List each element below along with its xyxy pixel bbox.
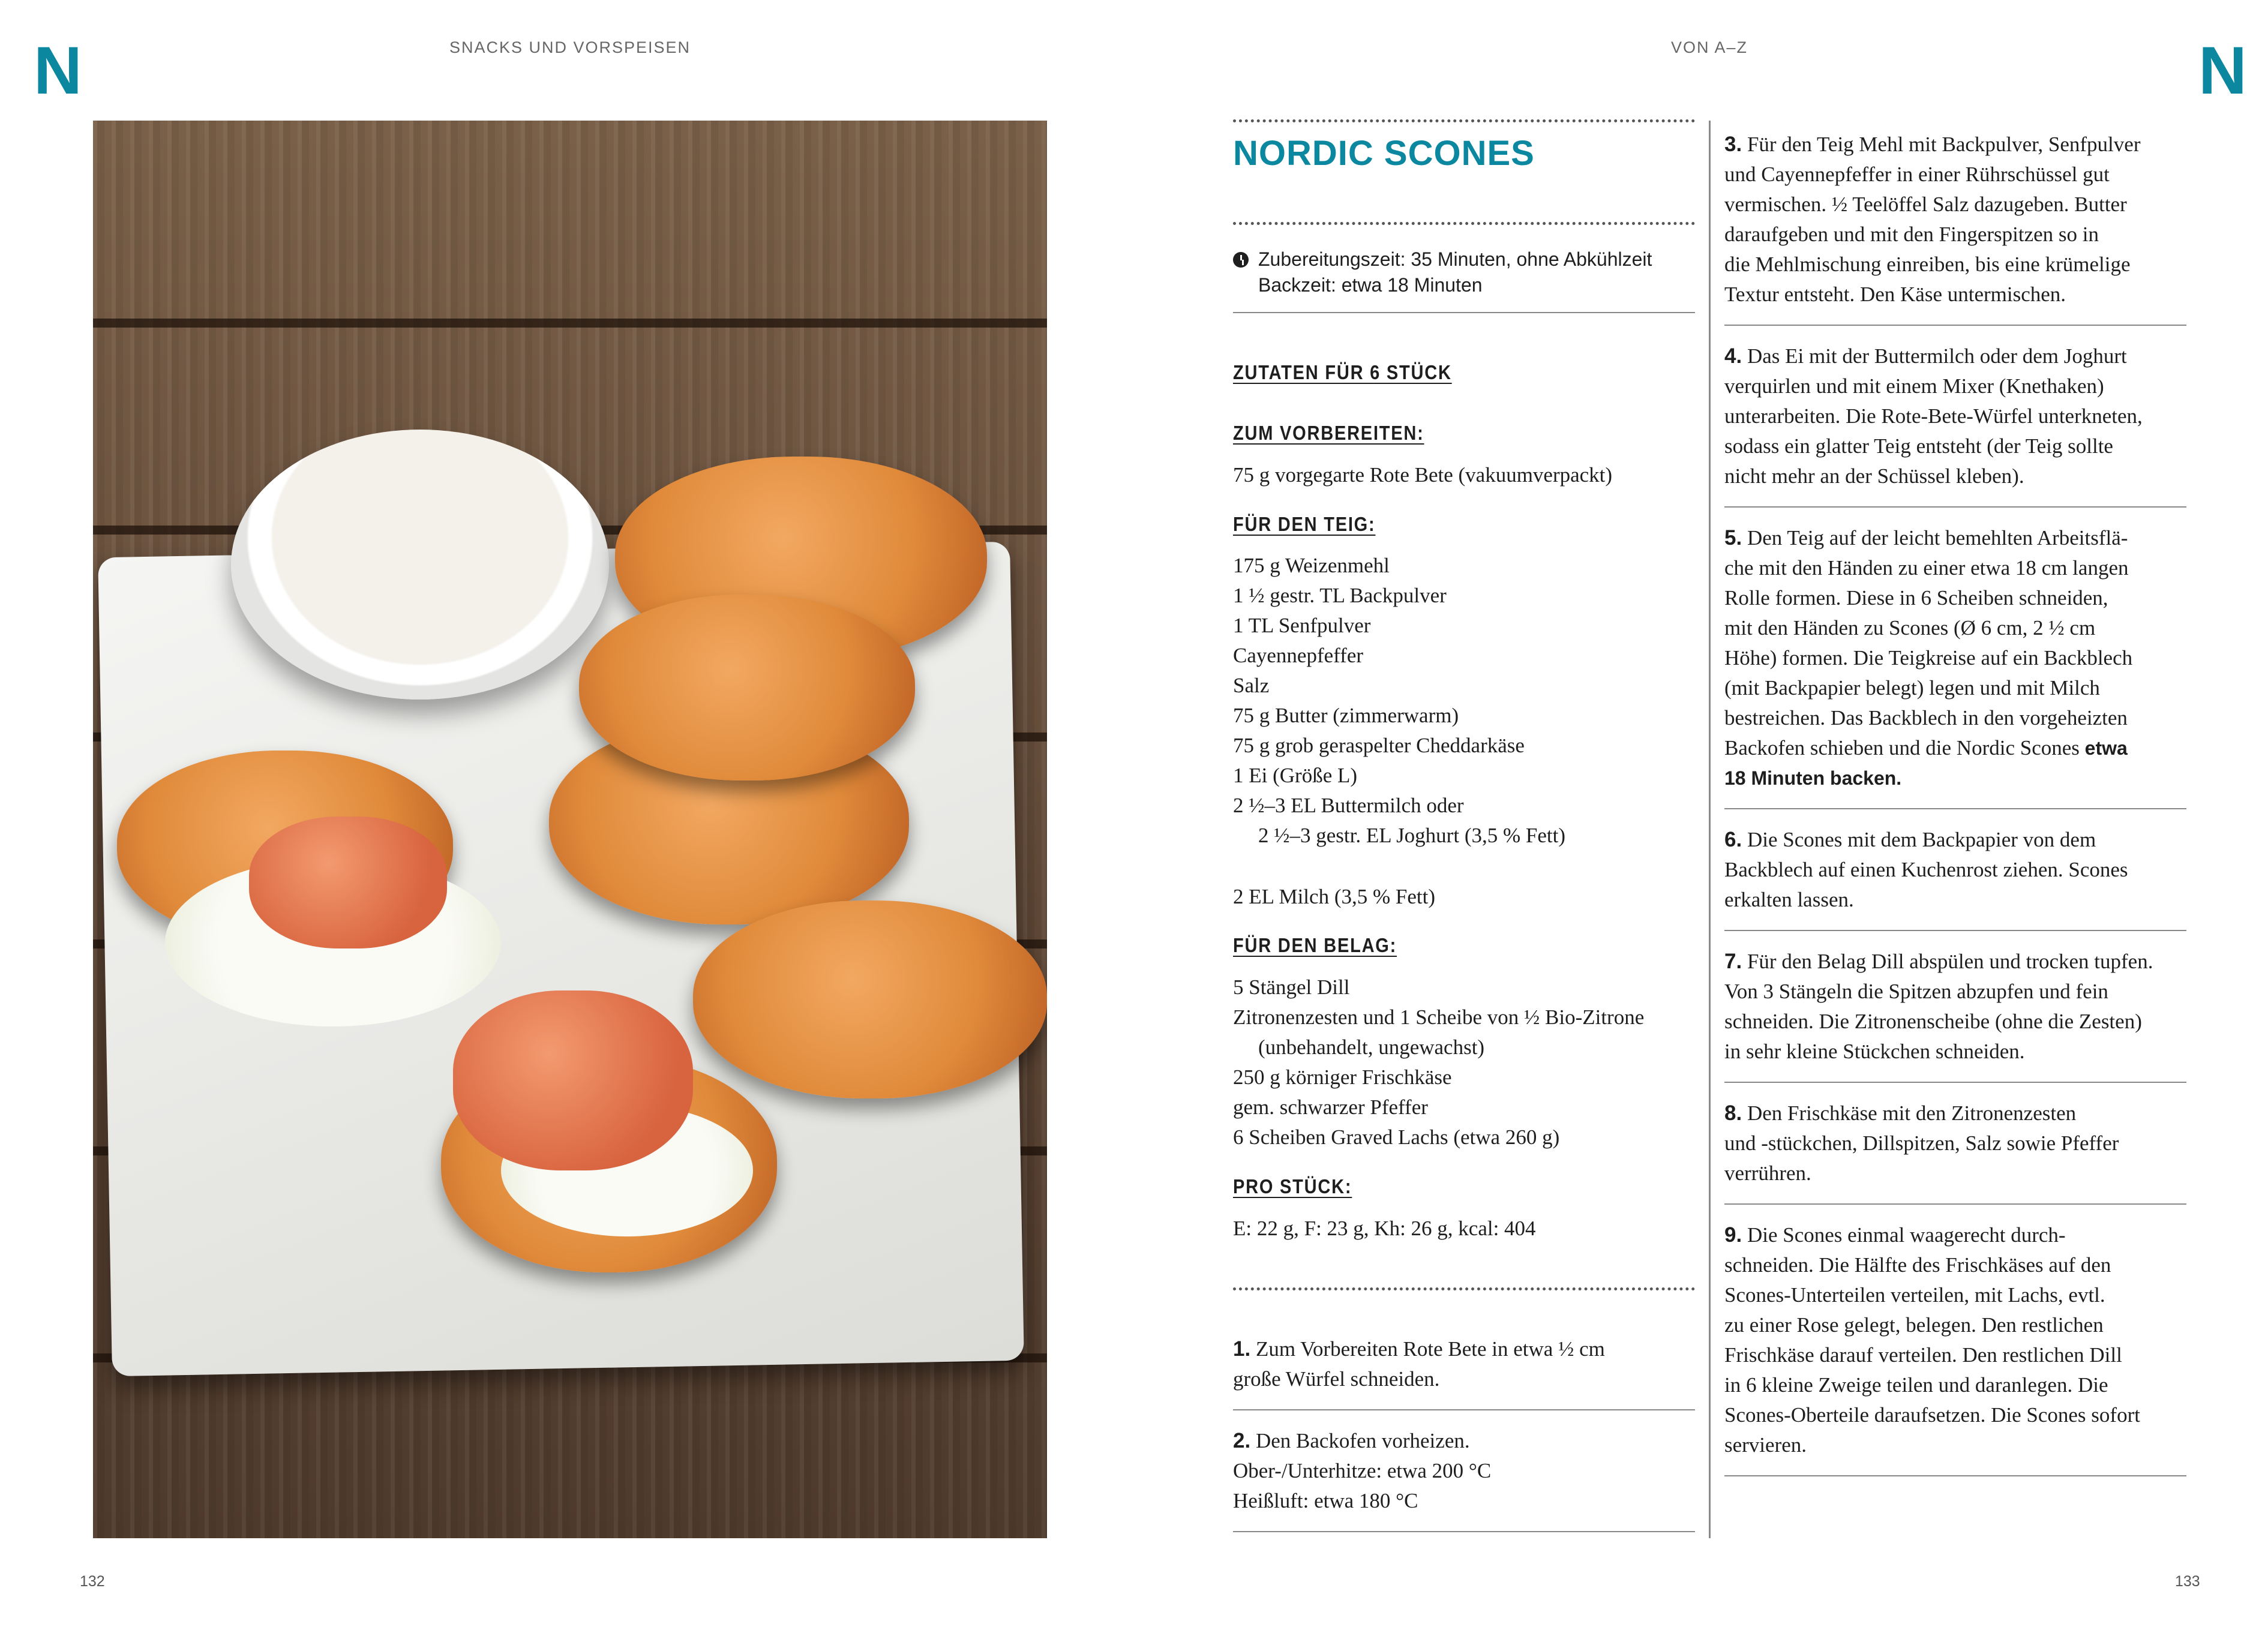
step-line-text: Textur entsteht. Den Käse untermischen. xyxy=(1724,283,2066,306)
step-line-text: Scones-Oberteile daraufsetzen. Die Scones sofort xyxy=(1724,1403,2140,1427)
step-line-text: nicht mehr an der Schüssel kleben). xyxy=(1724,464,2024,488)
step-line xyxy=(1233,1426,1695,1456)
step-text xyxy=(1724,825,2186,915)
step-line-text: erkalten lassen. xyxy=(1724,888,1854,911)
step-line-text: Den Frischkäse mit den Zitronenzesten xyxy=(1742,1101,2077,1125)
ingredient: gem. schwarzer Pfeffer xyxy=(1233,1095,1428,1119)
page-number-right: 133 xyxy=(2175,1573,2200,1590)
ingredient: 75 g grob geraspelter Cheddarkäse xyxy=(1233,734,1525,757)
step-line-text: daraufgeben und mit den Fingerspitzen so in xyxy=(1724,223,2099,246)
divider xyxy=(1233,312,1695,313)
step-text xyxy=(1724,341,2186,491)
step-line-text: sodass ein glatter Teig entsteht (der Teig sollte xyxy=(1724,434,2113,458)
dough-heading: FÜR DEN TEIG: xyxy=(1233,513,1376,535)
step-text xyxy=(1233,1426,1695,1516)
step-line xyxy=(1724,977,2186,1007)
step-line-text: und -stückchen, Dillspitzen, Salz sowie Pfeffer xyxy=(1724,1131,2119,1155)
step-line xyxy=(1724,855,2186,885)
cheese-bowl xyxy=(231,430,609,700)
dough-ingredients xyxy=(1233,551,1695,851)
step-line xyxy=(1724,825,2186,855)
step-line xyxy=(1724,431,2186,461)
ingredient: Zitronenzesten und 1 Scheibe von ½ Bio-Zitrone xyxy=(1233,1005,1645,1029)
step-line-text: Für den Belag Dill abspülen und trocken tupfen. xyxy=(1742,950,2153,973)
step-bold-text: 18 Minuten backen. xyxy=(1724,767,1902,789)
step-line xyxy=(1724,523,2186,553)
divider xyxy=(1233,222,1695,225)
step-text xyxy=(1724,130,2186,310)
step-line-text: servieren. xyxy=(1724,1433,1807,1457)
step-line xyxy=(1233,1334,1695,1364)
step-line-text: Frischkäse darauf verteilen. Den restlichen Dill xyxy=(1724,1343,2122,1367)
step-line xyxy=(1724,1220,2186,1250)
step-line xyxy=(1724,280,2186,310)
step xyxy=(1724,1083,2186,1205)
ingredient: Salz xyxy=(1233,674,1270,697)
step-line xyxy=(1724,947,2186,977)
step-line xyxy=(1724,885,2186,915)
ingredient: 1 TL Senfpulver xyxy=(1233,614,1371,637)
nutrition-heading: PRO STÜCK: xyxy=(1233,1175,1352,1197)
step-line-text: verrühren. xyxy=(1724,1161,1811,1185)
topping-ingredients xyxy=(1233,972,1695,1152)
step-number: 3. xyxy=(1724,133,1742,156)
ingredient: 250 g körniger Frischkäse xyxy=(1233,1065,1452,1089)
recipe-photo xyxy=(93,121,1047,1538)
nutrition-values: E: 22 g, F: 23 g, Kh: 26 g, kcal: 404 xyxy=(1233,1217,1536,1240)
step xyxy=(1724,326,2186,508)
step-line xyxy=(1724,190,2186,220)
ingredient: 175 g Weizenmehl xyxy=(1233,554,1390,577)
step-line xyxy=(1724,1158,2186,1188)
step-line xyxy=(1724,1128,2186,1158)
step-line xyxy=(1724,220,2186,250)
step-line xyxy=(1724,553,2186,583)
step-line-text: große Würfel schneiden. xyxy=(1233,1367,1440,1391)
salmon xyxy=(453,990,693,1170)
step xyxy=(1724,114,2186,326)
topping-heading: FÜR DEN BELAG: xyxy=(1233,934,1397,956)
step-line-text: che mit den Händen zu einer etwa 18 cm langen xyxy=(1724,556,2129,580)
ingredient: 2 ½–3 EL Buttermilch oder xyxy=(1233,794,1464,817)
step-line xyxy=(1724,160,2186,190)
time-info xyxy=(1233,247,1695,298)
step xyxy=(1724,1205,2186,1476)
prep-heading: ZUM VORBEREITEN: xyxy=(1233,422,1424,444)
step-line-text: in 6 kleine Zweige teilen und daranlegen. Die xyxy=(1724,1373,2108,1397)
running-head-right: VON A–Z xyxy=(1670,38,1748,56)
step-line xyxy=(1724,1250,2186,1280)
step-line xyxy=(1724,763,2186,793)
step-line xyxy=(1233,1456,1695,1486)
step-line xyxy=(1724,1280,2186,1310)
step-line-text: zu einer Rose gelegt, belegen. Den restlichen xyxy=(1724,1313,2104,1337)
step-line-text: bestreichen. Das Backblech in den vorgeheizten xyxy=(1724,706,2128,730)
step xyxy=(1233,1319,1695,1410)
divider xyxy=(1233,119,1695,122)
ingredient: 75 g vorgegarte Rote Bete (vakuumverpackt) xyxy=(1233,463,1613,487)
step-number: 9. xyxy=(1724,1223,1742,1247)
step-line-text: Für den Teig Mehl mit Backpulver, Senfpulver xyxy=(1742,133,2141,156)
step-line-text: unterarbeiten. Die Rote-Bete-Würfel unterkneten, xyxy=(1724,404,2143,428)
step-line xyxy=(1724,1340,2186,1370)
scone xyxy=(579,595,915,781)
step-line-text: Höhe) formen. Die Teigkreise auf ein Backblech xyxy=(1724,646,2133,670)
step-line xyxy=(1724,1370,2186,1400)
bake-time: Backzeit: etwa 18 Minuten xyxy=(1258,274,1483,296)
step-number: 5. xyxy=(1724,526,1742,550)
step-text xyxy=(1724,523,2186,793)
divider xyxy=(1233,1287,1695,1290)
step-line-text: vermischen. ½ Teelöffel Salz dazugeben. Butter xyxy=(1724,193,2127,216)
page-number-left: 132 xyxy=(80,1573,105,1590)
step-line xyxy=(1724,673,2186,703)
ingredient: (unbehandelt, ungewachst) xyxy=(1258,1035,1485,1059)
step-text xyxy=(1233,1334,1695,1394)
steps-column-2 xyxy=(1724,114,2186,1476)
ingredient: 1 ½ gestr. TL Backpulver xyxy=(1233,584,1447,607)
nutrition-info xyxy=(1233,1214,1695,1244)
step-line-text: Das Ei mit der Buttermilch oder dem Joghurt xyxy=(1742,344,2127,368)
step-line-text: Rolle formen. Diese in 6 Scheiben schneiden, xyxy=(1724,586,2108,610)
step-number: 1. xyxy=(1233,1337,1251,1361)
step-line-text: Die Scones mit dem Backpapier von dem xyxy=(1742,828,2096,851)
ingredient: 6 Scheiben Graved Lachs (etwa 260 g) xyxy=(1233,1125,1560,1149)
step-line xyxy=(1724,250,2186,280)
step-line-text: mit den Händen zu Scones (Ø 6 cm, 2 ½ cm xyxy=(1724,616,2096,640)
steps-column-1 xyxy=(1233,1319,1695,1532)
step-line-text: in sehr kleine Stückchen schneiden. xyxy=(1724,1040,2025,1063)
step xyxy=(1724,931,2186,1083)
step-line-text: Den Teig auf der leicht bemehlten Arbeitsflä- xyxy=(1742,526,2128,550)
step-line-text: Backofen schieben und die Nordic Scones xyxy=(1724,736,2085,760)
running-head-left: SNACKS UND VORSPEISEN xyxy=(449,38,691,56)
milk-ingredient xyxy=(1233,882,1695,912)
step-text xyxy=(1724,947,2186,1067)
step-line xyxy=(1724,583,2186,613)
ingredient: 75 g Butter (zimmerwarm) xyxy=(1233,704,1459,727)
chapter-letter-logo: N xyxy=(34,33,82,108)
step-line xyxy=(1724,341,2186,371)
step-line xyxy=(1724,703,2186,733)
chapter-letter-logo: N xyxy=(2198,33,2247,108)
step-line xyxy=(1724,1037,2186,1067)
salmon xyxy=(249,816,447,948)
step-line xyxy=(1724,1007,2186,1037)
ingredient: 2 ½–3 gestr. EL Joghurt (3,5 % Fett) xyxy=(1258,824,1565,847)
step-line-text: Backblech auf einen Kuchenrost ziehen. Scones xyxy=(1724,858,2128,881)
step-number: 6. xyxy=(1724,828,1742,851)
step-line-text: Den Backofen vorheizen. xyxy=(1250,1429,1470,1452)
step-line-text: Scones-Unterteilen verteilen, mit Lachs, evtl. xyxy=(1724,1283,2105,1307)
step-line-text: die Mehlmischung einreiben, bis eine krümelige xyxy=(1724,253,2131,276)
step-line-text: Heißluft: etwa 180 °C xyxy=(1233,1489,1418,1512)
step xyxy=(1233,1410,1695,1532)
step-line-text: Von 3 Stängeln die Spitzen abzupfen und fein xyxy=(1724,980,2108,1003)
step-line-text: und Cayennepfeffer in einer Rührschüssel gut xyxy=(1724,163,2110,186)
ingredient: Cayennepfeffer xyxy=(1233,644,1364,667)
scone xyxy=(693,900,1047,1098)
step-line xyxy=(1724,1310,2186,1340)
column-divider xyxy=(1709,121,1711,1538)
step-line-text: Die Scones einmal waagerecht durch- xyxy=(1742,1223,2066,1247)
step-line xyxy=(1724,371,2186,401)
step-number: 4. xyxy=(1724,344,1742,368)
step-bold-text: etwa xyxy=(2084,737,2128,759)
step-line xyxy=(1724,401,2186,431)
step xyxy=(1724,809,2186,931)
step-number: 7. xyxy=(1724,950,1742,973)
ingredients-heading: ZUTATEN FÜR 6 STÜCK xyxy=(1233,361,1452,383)
ingredient: 2 EL Milch (3,5 % Fett) xyxy=(1233,885,1435,908)
step-line-text: Zum Vorbereiten Rote Bete in etwa ½ cm xyxy=(1250,1337,1605,1361)
step-line-text: schneiden. Die Hälfte des Frischkäses auf den xyxy=(1724,1253,2111,1277)
step-number: 2. xyxy=(1233,1429,1251,1452)
step-line xyxy=(1233,1486,1695,1516)
step-line xyxy=(1724,1098,2186,1128)
step-line xyxy=(1724,461,2186,491)
recipe-title: NORDIC SCONES xyxy=(1233,134,1535,173)
ingredient: 5 Stängel Dill xyxy=(1233,975,1350,999)
step-line-text: (mit Backpapier belegt) legen und mit Milch xyxy=(1724,676,2100,700)
step-line xyxy=(1724,613,2186,643)
step-line xyxy=(1724,1430,2186,1460)
step xyxy=(1724,508,2186,809)
ingredient: 1 Ei (Größe L) xyxy=(1233,764,1358,787)
step-line xyxy=(1724,643,2186,673)
step-line-text: Ober-/Unterhitze: etwa 200 °C xyxy=(1233,1459,1492,1482)
step-text xyxy=(1724,1220,2186,1460)
step-line xyxy=(1724,130,2186,160)
step-line xyxy=(1724,1400,2186,1430)
step-line xyxy=(1233,1364,1695,1394)
step-line xyxy=(1724,733,2186,763)
prep-time: Zubereitungszeit: 35 Minuten, ohne Abkühlzeit xyxy=(1258,248,1652,270)
step-line-text: verquirlen und mit einem Mixer (Knethaken) xyxy=(1724,374,2104,398)
clock-icon xyxy=(1233,252,1249,268)
step-line-text: schneiden. Die Zitronenscheibe (ohne die Zesten) xyxy=(1724,1010,2142,1033)
prep-ingredients xyxy=(1233,460,1695,490)
step-text xyxy=(1724,1098,2186,1188)
step-number: 8. xyxy=(1724,1101,1742,1125)
